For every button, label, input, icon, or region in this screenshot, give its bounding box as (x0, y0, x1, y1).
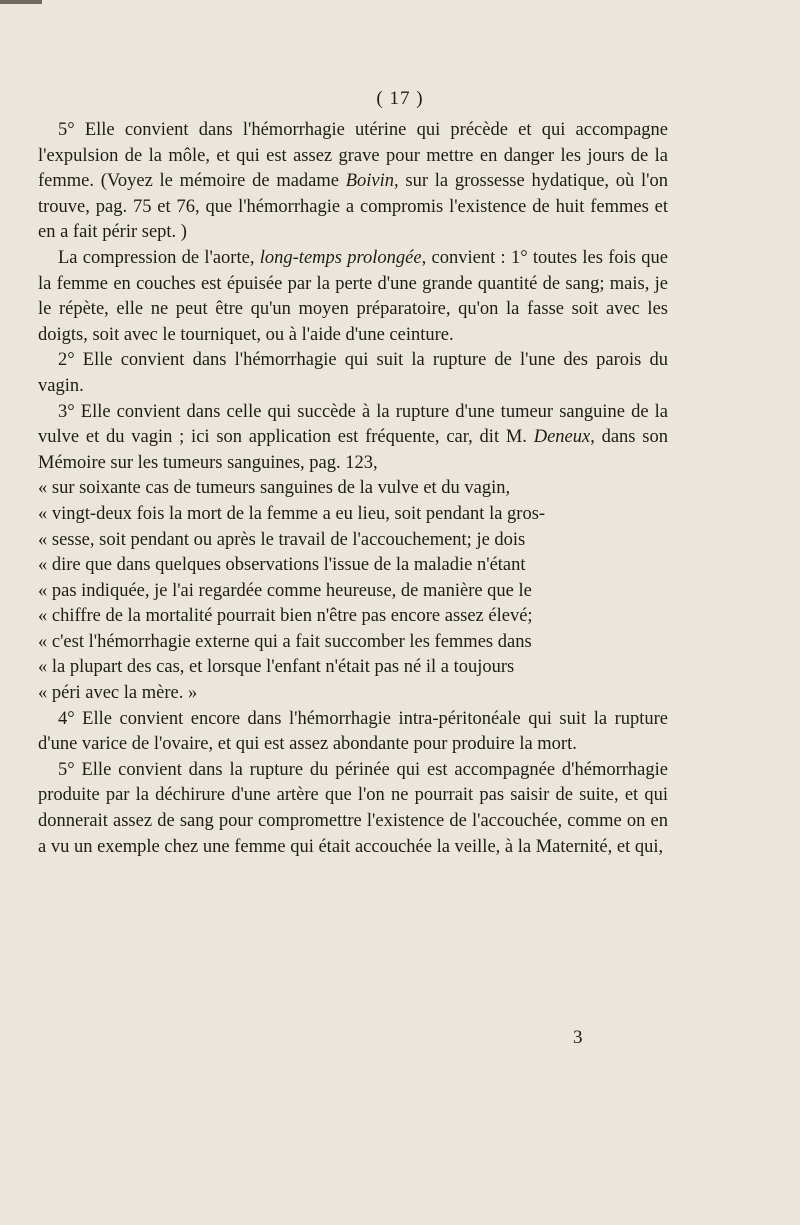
quote-line: « vingt-deux fois la mort de la femme a eu lieu, soit pendant la gros- (38, 503, 546, 524)
binding-mark (0, 0, 42, 4)
quote-line: « péri avec la mère. » (38, 683, 198, 704)
quote-line: « pas indiquée, je l'ai regardée comme heureuse, de manière que le (38, 580, 532, 601)
signature-mark: 3 (573, 1027, 583, 1048)
paragraph-5-perinee: 5° Elle convient dans la rupture du périnée qui est accompagnée d'hémorrhagie produite par la déchirure d'une artère que l'on ne pourrait pas saisir de suite, et qui donnerait assez de sang pour compromettre l'existence de l'accouchée, comme on en a vu un exemple chez une femme qui était accouchée la veille, à la Maternité, et qui, (38, 759, 668, 857)
italic-phrase: long-temps prolongée (259, 247, 422, 268)
quote-line: « sur soixante cas de tumeurs sanguines de la vulve et du vagin, (38, 478, 511, 499)
quote-line: « c'est l'hémorrhagie externe qui a fait succomber les femmes dans (38, 631, 532, 652)
quote-line: « chiffre de la mortalité pourrait bien n'être pas encore assez élevé; (38, 606, 533, 627)
body-text (38, 118, 668, 860)
quote-line: « sesse, soit pendant ou après le travail de l'accouchement; je dois (38, 529, 526, 550)
paragraph-3-tumeur: 3° Elle convient dans celle qui succède à la rupture d'une tumeur sanguine de la vulve et du vagin ; ici son application est fréquente, car, dit M. Deneux, dans son Mémoire sur les tumeurs sanguines, pag. 123, (38, 401, 668, 473)
author-boivin: Boivin (345, 171, 395, 192)
paragraph-5-mole: 5° Elle convient dans l'hémorrhagie utérine qui précède et qui accompagne l'expulsion de la môle, et qui est assez grave pour mettre en danger les jours de la femme. (Voyez le mémoire de madame Boivin, sur la grossesse hydatique, où l'on trouve, pag. 75 et 76, que l'hémorrhagie a compromis l'existence de huit femmes et en a fait périr sept. ) (38, 120, 668, 243)
paragraph-aorta-compression: La compression de l'aorte, long-temps prolongée, convient : 1° toutes les fois que la femme en couches est épuisée par la perte d'une grande quantité de sang; mais, je le répète, elle ne peut être qu'un moyen préparatoire, qu'on la fasse soit avec les doigts, soit avec le tourniquet, ou à l'aide d'une ceinture. (38, 247, 668, 345)
deneux-quote (38, 476, 668, 706)
paragraph-2-vagin: 2° Elle convient dans l'hémorrhagie qui suit la rupture de l'une des parois du vagin. (38, 350, 668, 396)
quote-line: « dire que dans quelques observations l'issue de la maladie n'étant (38, 555, 526, 576)
page-number: ( 17 ) (376, 88, 424, 109)
author-deneux: Deneux (533, 427, 591, 448)
paragraph-4-ovaire: 4° Elle convient encore dans l'hémorrhagie intra-péritonéale qui suit la rupture d'une varice de l'ovaire, et qui est assez abondante pour produire la mort. (38, 708, 668, 755)
quote-line: « la plupart des cas, et lorsque l'enfant n'était pas né il a toujours (38, 657, 515, 678)
